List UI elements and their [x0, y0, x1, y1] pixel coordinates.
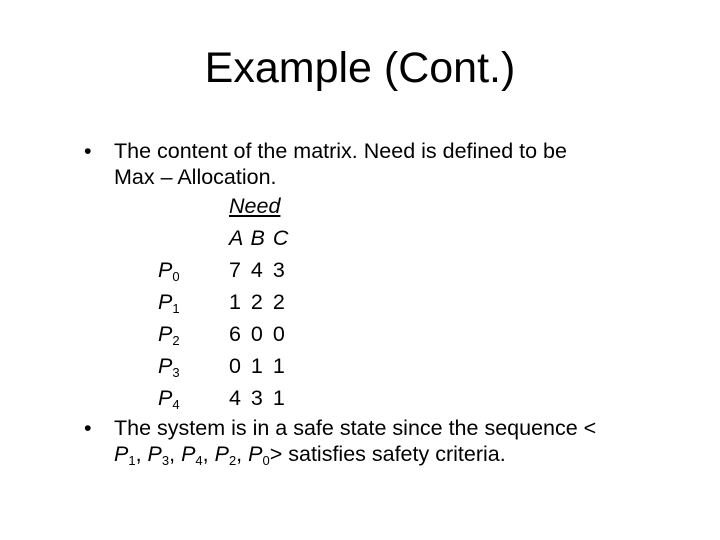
matrix-header: Need: [229, 194, 281, 218]
bullet-text-line2: Max – Allocation.: [114, 165, 277, 189]
matrix-row-subscript: 3: [172, 365, 180, 380]
matrix-row-subscript: 0: [172, 269, 180, 284]
bullet-dot: •: [84, 416, 92, 440]
matrix-columns: A B C: [229, 226, 289, 250]
sequence-subscript: 2: [228, 453, 237, 468]
matrix-row-subscript: 2: [172, 333, 180, 348]
safe-sequence-line: $P_1$, $P_3$, $P_4$, $P_2$, $P_0>$ satisfies safety criteria.: [114, 442, 506, 468]
bullet-dot: •: [84, 139, 92, 163]
sequence-process: P: [214, 442, 229, 466]
matrix-row-label: $P_4$: [158, 386, 180, 412]
matrix-row-label: $P_0$: [158, 258, 180, 284]
slide-title: Example (Cont.): [204, 44, 516, 92]
matrix-row-values: 7 4 3: [229, 258, 286, 282]
matrix-row-label: $P_3$: [158, 354, 180, 380]
matrix-row-values: 6 0 0: [229, 322, 286, 346]
matrix-row-label: $P_2$: [158, 322, 180, 348]
matrix-row-label: $P_1$: [158, 290, 180, 316]
sequence-process: P: [248, 442, 263, 466]
sequence-subscript: 4: [195, 453, 203, 468]
sequence-tail: > satisfies safety criteria.: [269, 442, 506, 466]
sequence-process: P: [114, 442, 129, 466]
sequence-subscript: 1: [128, 453, 136, 468]
sequence-process: P: [181, 442, 196, 466]
sequence-subscript: 0: [262, 453, 270, 468]
matrix-row-values: 1 2 2: [229, 290, 286, 314]
matrix-row-values: 4 3 1: [229, 386, 286, 410]
matrix-row-subscript: 1: [172, 301, 180, 316]
matrix-row-values: 0 1 1: [229, 354, 286, 378]
matrix-row-subscript: 4: [172, 397, 180, 412]
bullet-text-line1: The system is in a safe state since the sequence <: [114, 416, 597, 440]
sequence-subscript: 3: [161, 453, 170, 468]
sequence-process: P: [147, 442, 162, 466]
bullet-text-line1: The content of the matrix. Need is defined to be: [114, 139, 567, 163]
